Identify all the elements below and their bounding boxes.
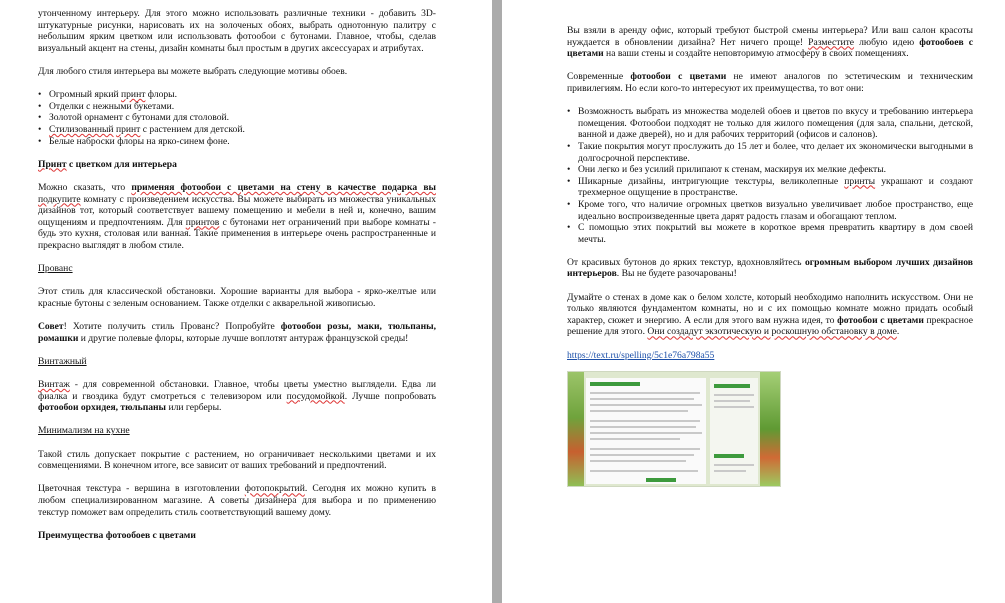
paragraph: Винтаж - для современной обстановки. Главное, чтобы цветы уместно выглядели. Едва ли фиалка и гвоздика будут смотреться с телевизором или посудомойкой. Лучше попробовать фотообои орхидея, тюльпаны или герберы.: [38, 379, 436, 414]
document-page-right: [502, 0, 1005, 603]
paragraph: Этот стиль для классической обстановки. Хорошие варианты для выбора - ярко-желтые или красные бутоны с зеленым основанием. Также отделки с акварельной живописью.: [38, 286, 436, 309]
list-item: • Шикарные дизайны, интригующие текстуры, великолепные принты украшают и создают трехмерное ощущение в пространстве.: [578, 176, 973, 199]
section-heading: Принт с цветком для интерьера: [38, 158, 177, 170]
document-page-left: [0, 0, 492, 603]
section-heading-vintage: Винтажный: [38, 355, 87, 367]
list-item: • Золотой орнамент с бутонами для столовой.: [49, 112, 436, 124]
list-item: • С помощью этих покрытий вы можете в короткое время превратить квартиру в дом своей мечты.: [578, 222, 973, 245]
paragraph: От красивых бутонов до ярких текстур, вдохновляйтесь огромным выбором лучших дизайнов интерьеров. Вы не будете разочарованы!: [567, 256, 973, 280]
list-item: • Отделки с нежными букетами.: [49, 101, 436, 113]
paragraph: Цветочная текстура - вершина в изготовлении фотопокрытий. Сегодня их можно купить в любом специализированном магазине. А советы дизайнера для выбора и по применению текстур поможет вам определить стиль соответствующий вашему дому.: [38, 483, 436, 518]
link-paragraph: [567, 350, 973, 362]
paragraph: Думайте о стенах в доме как о белом холсте, который необходимо наполнить искусством. Они не только являются фундаментом комнаты, но и с их помощью комнате можно придать особый характер, сюжет и энергию. А если для этого вам нужна идея, то фотообои с цветами прекрасное решение для этого. Они создадут экзотическую и роскошную обстановку в доме.: [567, 291, 974, 338]
paragraph: Можно сказать, что применяя фотообои с цветами на стену в качестве подарка вы подкупите комнату с произведением искусства. Вы можете выбирать из множества уникальных дизайнов тот, который соответствует вашему помещению и мебели в ней и, конечно, вашим ощущениям и предпочтениям. Для принтов с бутонами нет ограничений при выборе комнаты - будь это кухня, столовая или ванная. Такие применения в интерьере очень распространенные и прекрасно выглядят в любом стиле.: [38, 181, 436, 251]
section-heading-minimalism: Минимализм на кухне: [38, 425, 130, 437]
bullet-list: [567, 106, 973, 245]
page-divider: [492, 0, 502, 603]
paragraph: Такой стиль допускает покрытие с растением, но ограничивает несколькими цветами и их совмещениями. В конечном итоге, все зависит от ваших требований и предпочтений.: [38, 448, 436, 472]
list-item: • Стилизованный принт с растением для детской.: [49, 124, 436, 136]
section-heading: Преимущества фотообоев с цветами: [38, 529, 196, 541]
section-heading-provence: Прованс: [38, 263, 73, 275]
paragraph: Для любого стиля интерьера вы можете выбрать следующие мотивы обоев.: [38, 65, 348, 77]
website-screenshot-image: [567, 371, 781, 487]
list-item: • Возможность выбрать из множества моделей обоев и цветов по вкусу и требованию интерьера помещения. Фотообои подходят не только для жилого помещения (для зала, спальни, детской, ванной и даже дверей), но и для рабочих территорий (офисов и салонов).: [578, 106, 973, 141]
list-item: • Такие покрытия могут прослужить до 15 лет и более, что делает их экономически выгодными в долгосрочной перспективе.: [578, 141, 973, 164]
paragraph: Совет! Хотите получить стиль Прованс? Попробуйте фотообои розы, маки, тюльпаны, ромашки и другие полевые флоры, которые лучше воплотят антураж французской среды!: [38, 321, 436, 344]
list-item: • Они легко и без усилий прилипают к стенам, маскируя их мелкие дефекты.: [578, 164, 973, 176]
list-item: • Огромный яркий принт флоры.: [49, 89, 436, 101]
list-item: • Белые наброски флоры на ярко-синем фоне.: [49, 136, 436, 148]
spelling-check-link[interactable]: https://text.ru/spelling/5c1e76a798a55: [567, 349, 715, 361]
paragraph: утонченному интерьеру. Для этого можно использовать различные техники - добавить 3D-штукатурные рисунки, нарисовать их на золоченых обоях, выбрать однотонную палитру с небольшим ярким цветком или использовать фотообои с бутонами. Главное, чтобы, сделав визуальный акцент на стены, дизайн комнаты был простым в других аксессуарах и атрибутах.: [38, 8, 436, 54]
paragraph: Современные фотообои с цветами не имеют аналогов по эстетическим и техническим привилегиям. Но если кого-то интересуют их преимущества, то вот они:: [567, 71, 973, 94]
bullet-list: [38, 89, 436, 147]
list-item: • Кроме того, что наличие огромных цветков визуально увеличивает любое пространство, еще идеально воспроизведенные цвета дарят радость глазам и обогащают теплом.: [578, 199, 973, 222]
paragraph: Вы взяли в аренду офис, который требуют быстрой смены интерьера? Или ваш салон красоты нуждается в обновлении дизайна? Нет ничего проще! Разместите любую идею фотообоев с цветами на ваши стены и создайте неповторимую атмосферу в своих помещениях.: [567, 25, 973, 60]
